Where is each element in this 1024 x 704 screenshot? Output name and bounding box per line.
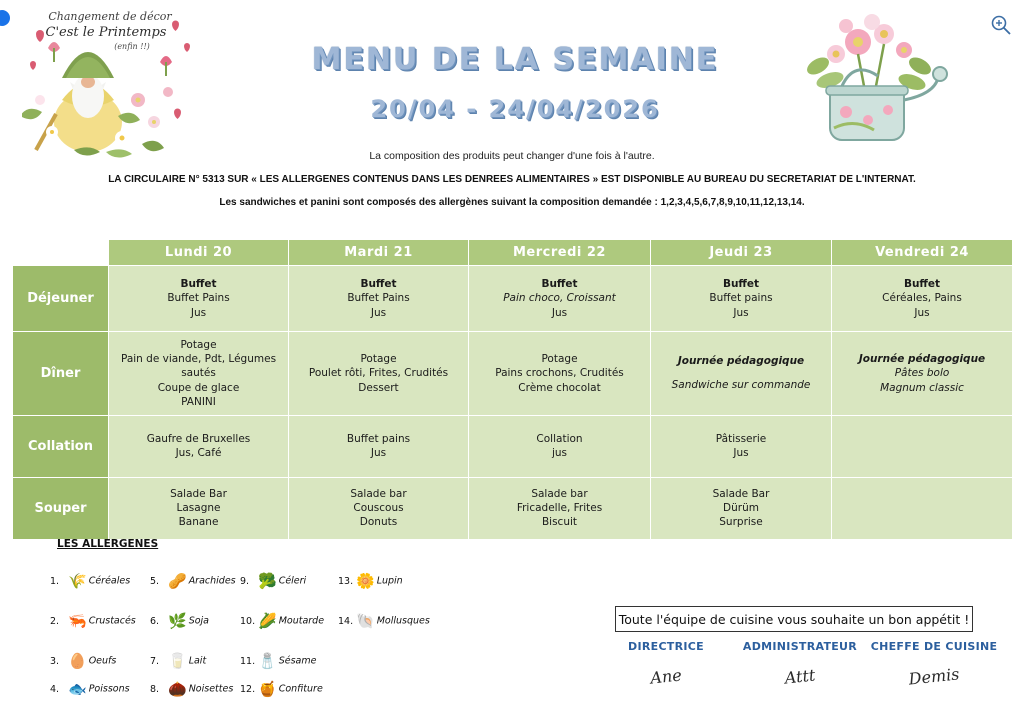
cell-collation-vendredi	[832, 415, 1013, 477]
day-header-mardi: Mardi 21	[289, 240, 469, 266]
cell-souper-mercredi: Salade bar Fricadelle, Frites Biscuit	[469, 477, 651, 539]
cell-dejeuner-jeudi: Buffet Buffet pains Jus	[651, 266, 832, 332]
allergen-item-13: 13. 🌼 Lupin	[338, 572, 403, 590]
signature-mark-cheffe: Demis	[907, 664, 961, 689]
eggs-icon: 🥚	[68, 652, 87, 670]
day-header-lundi: Lundi 20	[109, 240, 289, 266]
crustaceans-icon: 🦐	[68, 612, 87, 630]
signature-cheffe-de-cuisine	[868, 640, 1000, 689]
signature-mark-directrice: Ane	[649, 665, 683, 688]
page-subtitle-dates: 20/04 - 24/04/2026	[370, 95, 660, 123]
bon-appetit-message: Toute l'équipe de cuisine vous souhaite un bon appétit !	[615, 606, 973, 632]
cell-collation-mardi: Buffet pains Jus	[289, 415, 469, 477]
jam-icon: 🍯	[258, 680, 277, 698]
svg-text:C'est le Printemps: C'est le Printemps	[45, 25, 167, 40]
allergens-list	[50, 556, 470, 698]
table-corner-cell	[13, 240, 109, 266]
svg-text:(enfin !!): (enfin !!)	[114, 42, 150, 51]
celery-icon: 🥦	[258, 572, 277, 590]
note-circulaire: LA CIRCULAIRE N° 5313 SUR « LES ALLERGENES CONTENUS DANS LES DENREES ALIMENTAIRES » EST DISPONIBLE AU BUREAU DU SECRETARIAT DE L'INTERNAT.	[108, 174, 916, 185]
cell-dejeuner-vendredi: Buffet Céréales, Pains Jus	[832, 266, 1013, 332]
note-sandwiches: Les sandwiches et panini sont composés des allergènes suivant la composition demandée : 1,2,3,4,5,6,7,8,9,10,11,12,13,14.	[219, 197, 805, 208]
table-row-souper	[13, 477, 1013, 539]
page-title: MENU DE LA SEMAINE	[311, 42, 719, 77]
weekly-menu-table	[12, 239, 1013, 540]
peanuts-icon: 🥜	[168, 572, 187, 590]
meal-header-dejeuner: Déjeuner	[13, 266, 109, 332]
meal-header-diner: Dîner	[13, 332, 109, 416]
document-header	[0, 0, 1024, 230]
cell-diner-vendredi: Journée pédagogique Pâtes bolo Magnum classic	[832, 332, 1013, 416]
signature-label-cheffe: CHEFFE DE CUISINE	[870, 640, 998, 653]
title-block	[250, 42, 780, 123]
allergen-item-7: 7. 🥛 Lait	[150, 652, 207, 670]
lupin-icon: 🌼	[356, 572, 375, 590]
cell-diner-lundi: Potage Pain de viande, Pdt, Légumes sautés Coupe de glace PANINI	[109, 332, 289, 416]
signature-administrateur	[734, 640, 866, 686]
signature-directrice	[600, 640, 732, 686]
allergen-item-11: 11. 🧂 Sésame	[240, 652, 317, 670]
note-composition: La composition des produits peut changer d'une fois à l'autre.	[369, 150, 655, 162]
meal-header-collation: Collation	[13, 415, 109, 477]
meal-header-souper: Souper	[13, 477, 109, 539]
fish-icon: 🐟	[68, 680, 87, 698]
allergen-item-4: 4. 🐟 Poissons	[50, 680, 130, 698]
svg-text:Changement de décor: Changement de décor	[48, 10, 172, 23]
cell-souper-mardi: Salade bar Couscous Donuts	[289, 477, 469, 539]
signature-mark-administrateur: Attt	[783, 665, 817, 688]
spring-gnome-illustration-icon	[22, 4, 202, 164]
cell-souper-lundi: Salade Bar Lasagne Banane	[109, 477, 289, 539]
cell-souper-jeudi: Salade Bar Dürüm Surprise	[651, 477, 832, 539]
allergen-item-2: 2. 🦐 Crustacés	[50, 612, 136, 630]
day-header-vendredi: Vendredi 24	[832, 240, 1013, 266]
cell-diner-mardi: Potage Poulet rôti, Frites, Crudités Dessert	[289, 332, 469, 416]
cell-souper-vendredi	[832, 477, 1013, 539]
cell-diner-mercredi: Potage Pains crochons, Crudités Crème chocolat	[469, 332, 651, 416]
watering-can-flowers-illustration-icon	[784, 8, 964, 158]
cell-dejeuner-lundi: Buffet Buffet Pains Jus	[109, 266, 289, 332]
cell-collation-jeudi: Pâtisserie Jus	[651, 415, 832, 477]
sesame-icon: 🧂	[258, 652, 277, 670]
soy-icon: 🌿	[168, 612, 187, 630]
day-header-mercredi: Mercredi 22	[469, 240, 651, 266]
milk-icon: 🥛	[168, 652, 187, 670]
allergens-heading: LES ALLERGENES	[57, 538, 159, 550]
allergen-item-14: 14. 🐚 Mollusques	[338, 612, 430, 630]
signature-label-directrice: DIRECTRICE	[628, 640, 704, 653]
cell-collation-lundi: Gaufre de Bruxelles Jus, Café	[109, 415, 289, 477]
allergen-item-12: 12. 🍯 Confiture	[240, 680, 323, 698]
signature-label-administrateur: ADMINISTRATEUR	[742, 640, 858, 653]
table-header-row	[13, 240, 1013, 266]
table-row-diner	[13, 332, 1013, 416]
cell-dejeuner-mercredi: Buffet Pain choco, Croissant Jus	[469, 266, 651, 332]
molluscs-icon: 🐚	[356, 612, 375, 630]
table-row-dejeuner	[13, 266, 1013, 332]
cell-dejeuner-mardi: Buffet Buffet Pains Jus	[289, 266, 469, 332]
allergen-item-5: 5. 🥜 Arachides	[150, 572, 236, 590]
day-header-jeudi: Jeudi 23	[651, 240, 832, 266]
allergen-item-1: 1. 🌾 Céréales	[50, 572, 131, 590]
allergen-item-10: 10. 🌽 Moutarde	[240, 612, 325, 630]
table-row-collation	[13, 415, 1013, 477]
cereals-icon: 🌾	[68, 572, 87, 590]
allergen-item-8: 8. 🌰 Noisettes	[150, 680, 234, 698]
allergen-item-9: 9. 🥦 Céleri	[240, 572, 307, 590]
mustard-icon: 🌽	[258, 612, 277, 630]
allergen-item-3: 3. 🥚 Oeufs	[50, 652, 117, 670]
allergen-item-6: 6. 🌿 Soja	[150, 612, 209, 630]
cell-collation-mercredi: Collation jus	[469, 415, 651, 477]
cell-diner-jeudi: Journée pédagogique Sandwiche sur commande	[651, 332, 832, 416]
signatures-row	[600, 640, 1000, 689]
nuts-icon: 🌰	[168, 680, 187, 698]
